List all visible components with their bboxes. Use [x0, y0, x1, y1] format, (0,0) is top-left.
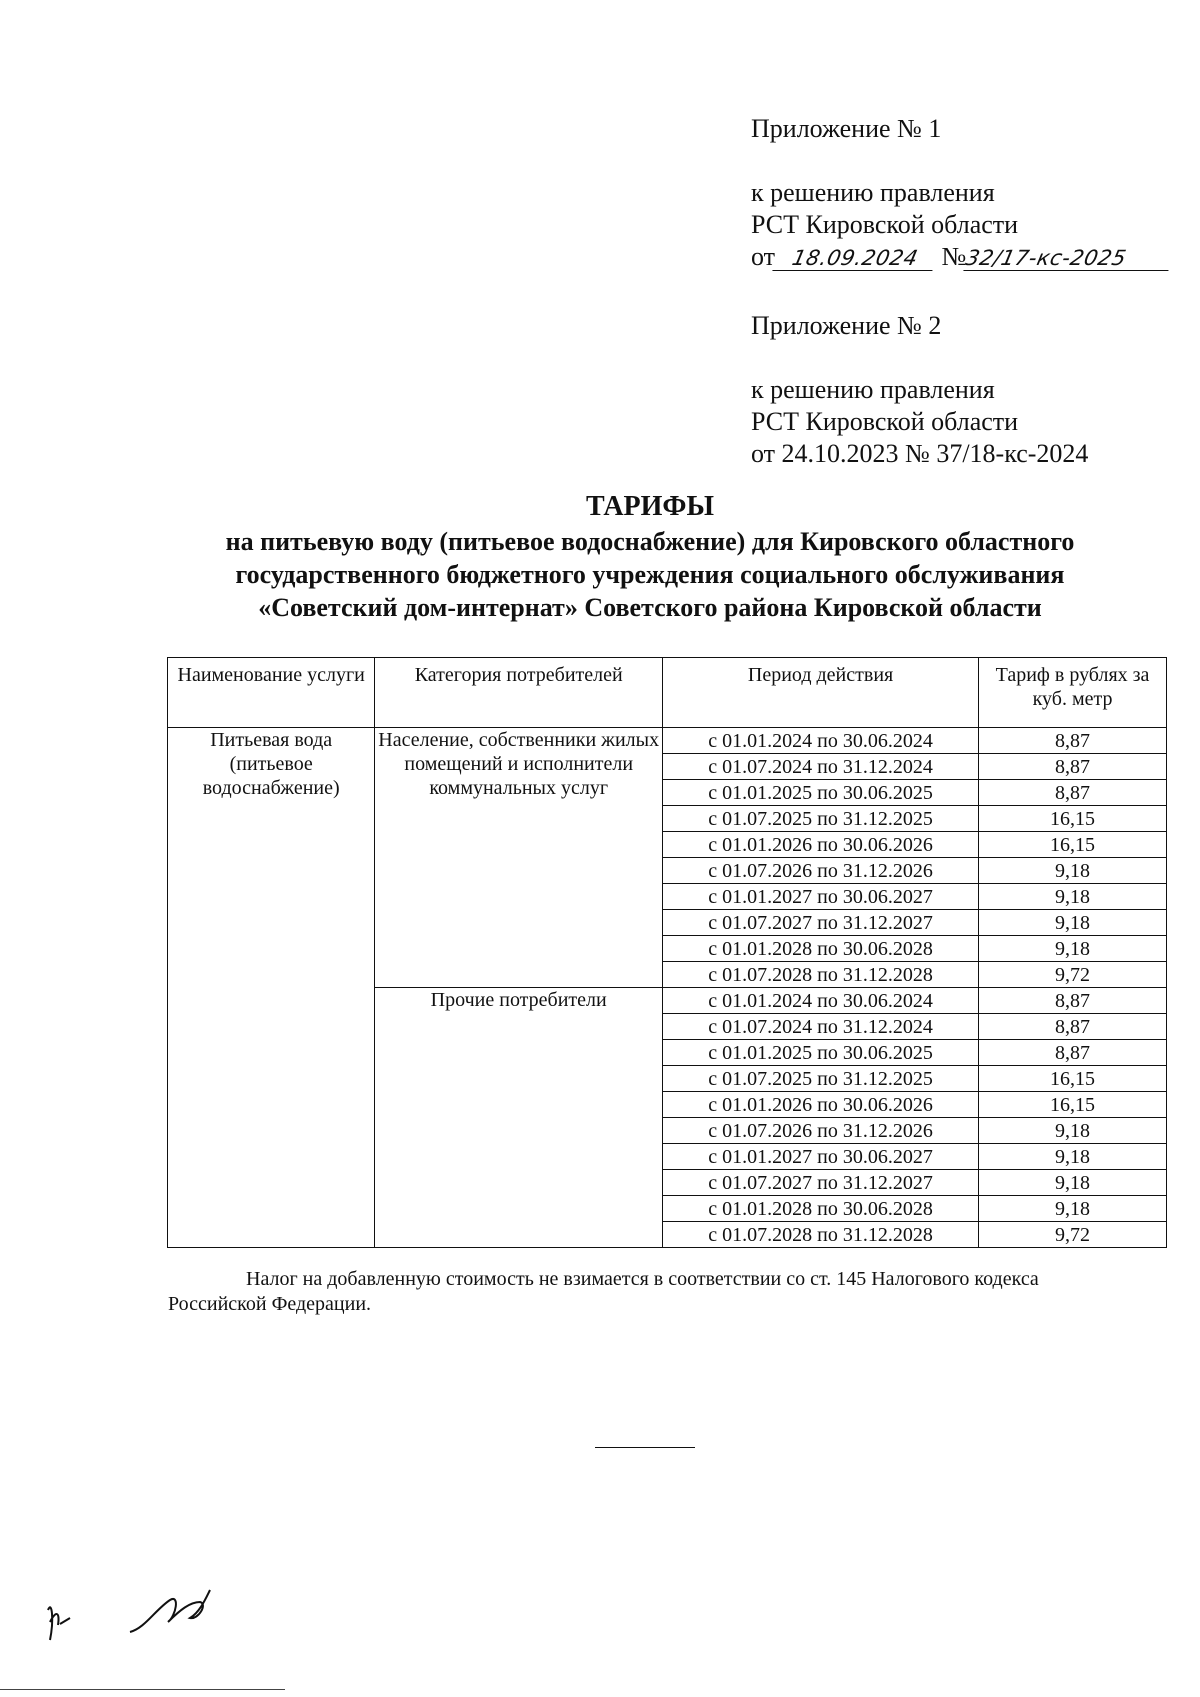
vat-note: Налог на добавленную стоимость не взимается в соответствии со ст. 145 Налогового кодекса Российской Федерации.: [168, 1268, 1039, 1315]
document-subtitle-line-1: на питьевую воду (питьевое водоснабжение) для Кировского областного: [225, 527, 1075, 556]
period-cell: с 01.01.2024 по 30.06.2024: [663, 988, 979, 1014]
tariff-cell: 9,18: [979, 1118, 1167, 1144]
period-cell: с 01.07.2025 по 31.12.2025: [663, 806, 979, 832]
period-cell: с 01.01.2026 по 30.06.2026: [663, 1092, 979, 1118]
period-cell: с 01.07.2027 по 31.12.2027: [663, 910, 979, 936]
period-cell: с 01.01.2028 по 30.06.2028: [663, 1196, 979, 1222]
annex-2-title: Приложение № 2: [751, 311, 942, 340]
tariff-cell: 8,87: [979, 754, 1167, 780]
table-row: [168, 728, 1167, 754]
annex-1-line-3: [751, 241, 1171, 273]
period-cell: с 01.01.2024 по 30.06.2024: [663, 728, 979, 754]
tariff-cell: 9,18: [979, 1144, 1167, 1170]
end-divider: [595, 1447, 695, 1448]
period-cell: с 01.07.2027 по 31.12.2027: [663, 1170, 979, 1196]
tariff-cell: 8,87: [979, 780, 1167, 806]
header-period: Период действия: [663, 658, 979, 728]
tariff-cell: 9,18: [979, 910, 1167, 936]
period-cell: с 01.01.2027 по 30.06.2027: [663, 884, 979, 910]
annex-1-number-prefix: №: [941, 242, 967, 271]
tariff-cell: 16,15: [979, 1092, 1167, 1118]
period-cell: с 01.01.2025 по 30.06.2025: [663, 780, 979, 806]
annex-2-block: [751, 310, 1088, 470]
tariff-cell: 8,87: [979, 988, 1167, 1014]
period-cell: с 01.07.2024 по 31.12.2024: [663, 1014, 979, 1040]
category-cell: Население, собственники жилых помещений и исполнители коммунальных услуг: [375, 728, 663, 988]
period-cell: с 01.07.2028 по 31.12.2028: [663, 1222, 979, 1248]
tariff-cell: 9,18: [979, 884, 1167, 910]
tariff-cell: 16,15: [979, 832, 1167, 858]
annex-1-line-2: РСТ Кировской области: [751, 210, 1019, 239]
tariff-cell: 16,15: [979, 806, 1167, 832]
table-body: [168, 728, 1167, 1248]
signature-initials: [30, 1580, 230, 1660]
header-service: Наименование услуги: [168, 658, 375, 728]
tariff-cell: 9,72: [979, 1222, 1167, 1248]
signature-scribble: [30, 1580, 230, 1660]
document-subtitle-line-2: государственного бюджетного учреждения социального обслуживания: [235, 560, 1065, 589]
period-cell: с 01.07.2028 по 31.12.2028: [663, 962, 979, 988]
tariff-cell: 8,87: [979, 1040, 1167, 1066]
tariff-cell: 9,18: [979, 1196, 1167, 1222]
period-cell: с 01.01.2028 по 30.06.2028: [663, 936, 979, 962]
document-heading: [130, 490, 1170, 624]
tariff-cell: 9,72: [979, 962, 1167, 988]
category-cell: Прочие потребители: [375, 988, 663, 1248]
document-title: ТАРИФЫ: [586, 491, 714, 522]
table-header-row: [168, 658, 1167, 728]
handwritten-date: 18.09.2024: [772, 246, 937, 271]
document-subtitle-line-3: «Советский дом-интернат» Советского района Кировской области: [258, 593, 1042, 622]
annex-1-title: Приложение № 1: [751, 114, 942, 143]
period-cell: с 01.07.2026 по 31.12.2026: [663, 1118, 979, 1144]
header-tariff: Тариф в рублях за куб. метр: [979, 658, 1167, 728]
period-cell: с 01.01.2026 по 30.06.2026: [663, 832, 979, 858]
annex-2-line-2: РСТ Кировской области: [751, 407, 1019, 436]
annex-2-line-3: от 24.10.2023 № 37/18-кс-2024: [751, 439, 1089, 468]
tariff-cell: 8,87: [979, 728, 1167, 754]
service-cell: Питьевая вода (питьевое водоснабжение): [168, 728, 375, 1248]
bottom-rule: [0, 1689, 285, 1690]
period-cell: с 01.07.2024 по 31.12.2024: [663, 754, 979, 780]
handwritten-number: 32/17-кс-2025: [964, 246, 1174, 271]
annex-1-from-prefix: от: [751, 242, 776, 271]
period-cell: с 01.07.2026 по 31.12.2026: [663, 858, 979, 884]
header-category: Категория потребителей: [375, 658, 663, 728]
tariff-cell: 8,87: [979, 1014, 1167, 1040]
annex-1-block: [751, 113, 1171, 273]
period-cell: с 01.07.2025 по 31.12.2025: [663, 1066, 979, 1092]
period-cell: с 01.01.2025 по 30.06.2025: [663, 1040, 979, 1066]
annex-1-line-1: к решению правления: [751, 178, 995, 207]
period-cell: с 01.01.2027 по 30.06.2027: [663, 1144, 979, 1170]
annex-2-line-1: к решению правления: [751, 375, 995, 404]
tariff-cell: 9,18: [979, 858, 1167, 884]
tariffs-table: [167, 657, 1167, 1248]
tariff-cell: 9,18: [979, 1170, 1167, 1196]
tariff-cell: 16,15: [979, 1066, 1167, 1092]
tariff-cell: 9,18: [979, 936, 1167, 962]
